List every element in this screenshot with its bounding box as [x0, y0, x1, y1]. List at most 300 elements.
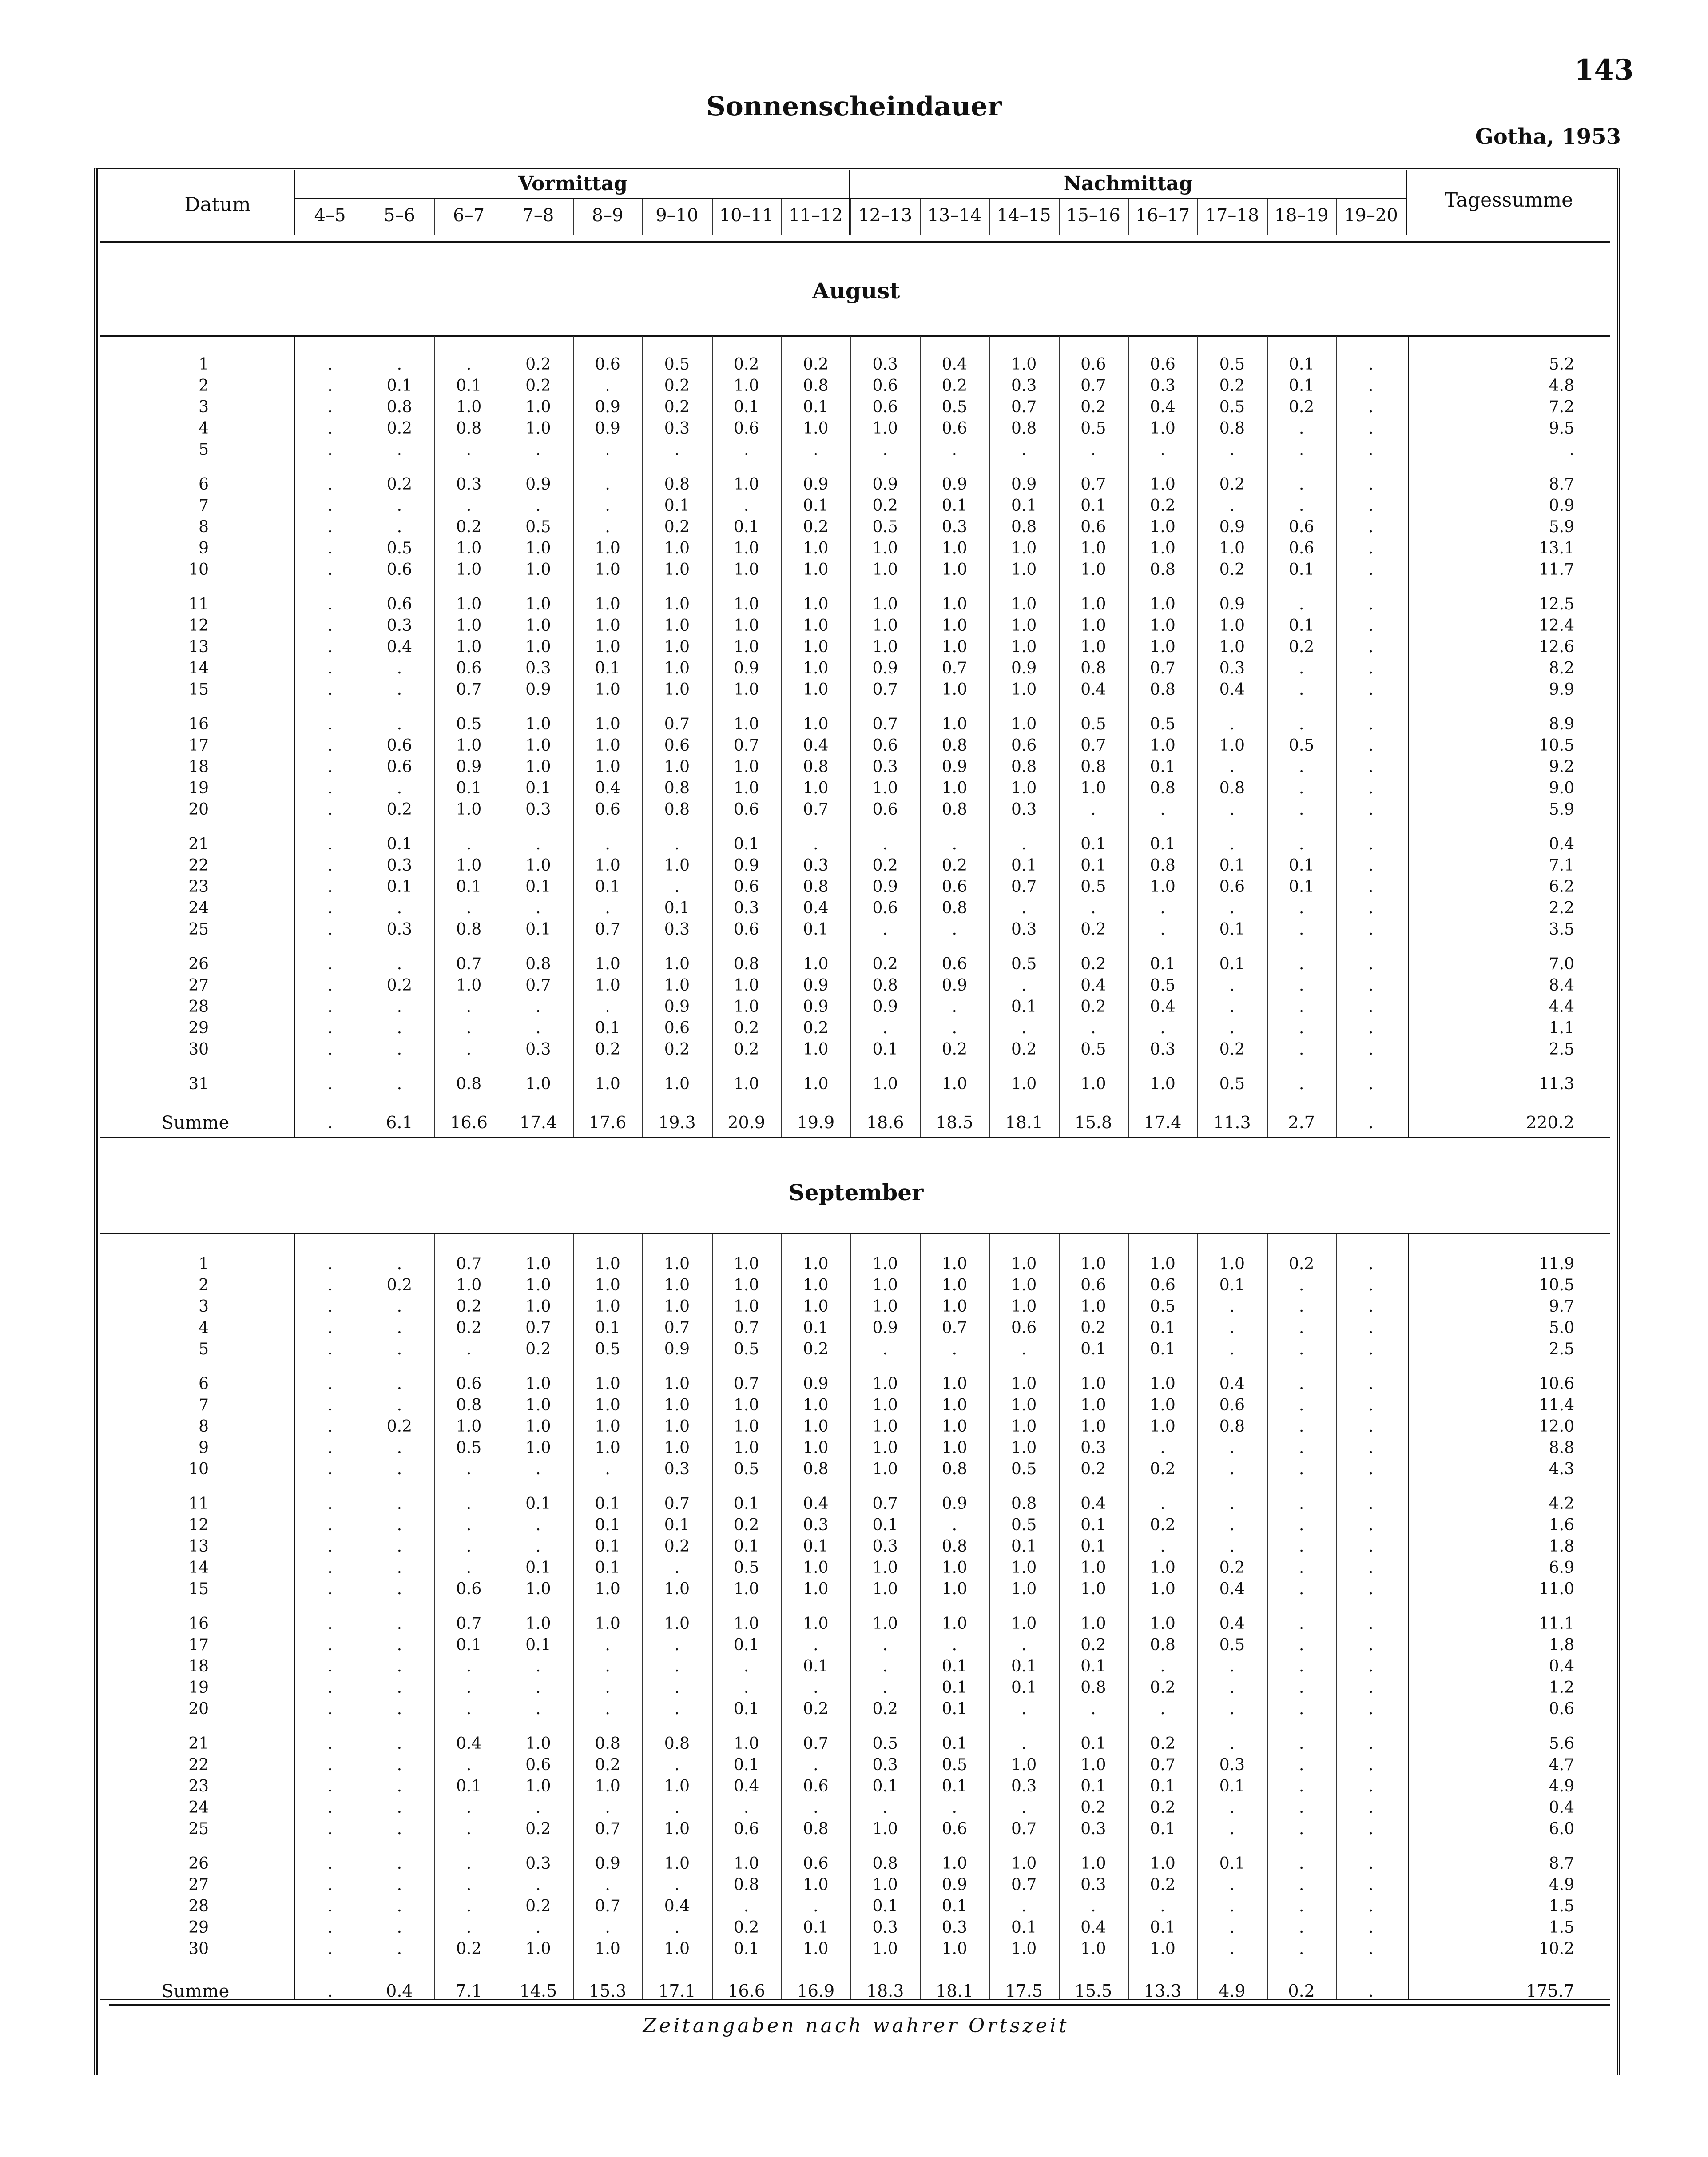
- hour-value: 1.0: [872, 1276, 898, 1294]
- hour-value: .: [1299, 1918, 1304, 1937]
- hour-value: .: [397, 1340, 402, 1358]
- hour-value: 0.1: [1011, 1918, 1037, 1937]
- hour-value: .: [1299, 475, 1304, 493]
- hour-value: 0.1: [1080, 1657, 1106, 1675]
- hour-value: 0.3: [1011, 1777, 1037, 1795]
- hour-value: 1.0: [1011, 1417, 1037, 1436]
- hour-value: .: [1299, 659, 1304, 677]
- hour-value: 0.1: [1150, 758, 1176, 776]
- hour-value: .: [397, 1019, 402, 1037]
- hour-value: .: [1299, 1075, 1304, 1093]
- hour-value: .: [1229, 1735, 1235, 1753]
- hour-value: 1.0: [1080, 1940, 1106, 1958]
- hour-value: 0.1: [456, 878, 482, 896]
- datum-header: Datum: [184, 193, 251, 216]
- hour-value: .: [536, 1799, 541, 1817]
- hour-value: 1.0: [941, 1075, 967, 1093]
- hour-value: .: [1229, 899, 1235, 917]
- hour-value: .: [674, 441, 680, 459]
- hour-value: 1.0: [595, 758, 620, 776]
- daily-total: 7.0: [1549, 955, 1574, 973]
- hour-sum: 18.1: [1005, 1113, 1043, 1132]
- hour-value: 0.7: [595, 1820, 620, 1838]
- hour-value: 1.0: [872, 539, 898, 557]
- hour-header: 17–18: [1205, 205, 1259, 226]
- hour-value: 1.0: [664, 539, 690, 557]
- hour-value: 1.0: [872, 595, 898, 613]
- daily-total: 12.6: [1538, 638, 1574, 656]
- hour-value: .: [1368, 1319, 1374, 1337]
- daily-total: 5.9: [1549, 518, 1574, 536]
- hour-value: 1.0: [525, 1375, 551, 1393]
- hour-value: .: [813, 835, 818, 853]
- daily-total: 2.5: [1549, 1040, 1574, 1059]
- hour-value: 0.1: [1080, 497, 1106, 515]
- hour-value: .: [1299, 1735, 1304, 1753]
- hour-value: 0.7: [1150, 659, 1176, 677]
- hour-value: .: [397, 1855, 402, 1873]
- hour-value: 0.8: [1080, 1679, 1106, 1697]
- hour-value: .: [466, 1559, 472, 1577]
- hour-value: .: [536, 1700, 541, 1718]
- hour-value: 0.7: [1080, 475, 1106, 493]
- block-end-rule: [100, 1999, 1610, 2000]
- hour-value: 0.4: [803, 899, 829, 917]
- hour-value: 0.6: [872, 398, 898, 416]
- hour-value: .: [397, 899, 402, 917]
- hour-value: 1.0: [733, 1580, 759, 1598]
- hour-value: .: [397, 955, 402, 973]
- day-number: 7: [199, 1396, 209, 1414]
- hour-value: 1.0: [525, 736, 551, 755]
- hour-value: .: [1299, 1516, 1304, 1534]
- hour-value: .: [466, 1019, 472, 1037]
- hour-value: 0.5: [872, 518, 898, 536]
- hour-value: 0.1: [595, 1537, 620, 1556]
- hour-value: 1.0: [595, 955, 620, 973]
- hour-sum: 19.9: [797, 1113, 835, 1132]
- daily-total: 0.4: [1549, 1799, 1574, 1817]
- hour-value: .: [1229, 1897, 1235, 1915]
- hour-sum: .: [327, 1981, 333, 2001]
- hour-value: 0.1: [803, 497, 829, 515]
- hour-value: .: [466, 1855, 472, 1873]
- daily-total: 4.9: [1549, 1876, 1574, 1894]
- hour-sum: 14.5: [519, 1981, 557, 2001]
- hour-value: 0.2: [386, 976, 412, 995]
- hour-value: 0.5: [1080, 1040, 1106, 1059]
- hour-value: 0.5: [664, 355, 690, 374]
- hour-value: 0.8: [1219, 419, 1245, 438]
- hour-value: 1.0: [595, 595, 620, 613]
- hour-value: 1.0: [1080, 1255, 1106, 1273]
- hour-value: 1.0: [1080, 595, 1106, 613]
- daily-total: 10.2: [1538, 1940, 1574, 1958]
- hour-value: .: [1229, 715, 1235, 733]
- hour-value: 0.4: [1219, 681, 1245, 699]
- hour-value: 1.0: [872, 1876, 898, 1894]
- hour-value: 0.1: [733, 1495, 759, 1513]
- hour-sum: 17.4: [1144, 1113, 1182, 1132]
- hour-value: 0.9: [664, 1340, 690, 1358]
- hour-value: 1.0: [1150, 1580, 1176, 1598]
- hour-value: 0.1: [1011, 497, 1037, 515]
- hour-value: .: [1299, 920, 1304, 939]
- hour-value: 1.0: [1150, 736, 1176, 755]
- daily-total: 5.9: [1549, 800, 1574, 819]
- hour-value: .: [327, 561, 333, 579]
- hour-value: 0.6: [1288, 518, 1315, 536]
- hour-value: 1.0: [1150, 595, 1176, 613]
- hour-value: 1.0: [1150, 518, 1176, 536]
- hour-value: 0.5: [1219, 355, 1245, 374]
- hour-value: 1.0: [456, 1417, 482, 1436]
- hour-value: 1.0: [1011, 595, 1037, 613]
- hour-value: .: [1368, 1820, 1374, 1838]
- hour-value: .: [327, 920, 333, 939]
- hour-value: .: [327, 1375, 333, 1393]
- hour-value: .: [952, 1019, 957, 1037]
- daily-total: 0.9: [1549, 497, 1574, 515]
- hour-value: 1.0: [941, 539, 967, 557]
- hour-value: 0.2: [1150, 1735, 1176, 1753]
- hour-value: 1.0: [525, 1735, 551, 1753]
- hour-value: 1.0: [872, 1396, 898, 1414]
- hour-value: 0.5: [1288, 736, 1315, 755]
- hour-value: 1.0: [733, 681, 759, 699]
- hour-value: 0.1: [1288, 561, 1315, 579]
- hour-value: 0.8: [664, 1735, 690, 1753]
- hour-sum: 17.5: [1005, 1981, 1043, 2001]
- hour-value: 0.1: [872, 1040, 898, 1059]
- hour-value: 0.2: [803, 1700, 829, 1718]
- hour-value: .: [1229, 976, 1235, 995]
- hour-value: 1.0: [872, 419, 898, 438]
- hour-value: 0.9: [733, 659, 759, 677]
- hour-value: .: [397, 1460, 402, 1478]
- hour-value: 0.5: [1011, 1516, 1037, 1534]
- hour-value: .: [1368, 595, 1374, 613]
- hour-value: .: [1299, 835, 1304, 853]
- hour-value: 1.0: [1080, 539, 1106, 557]
- hour-value: 1.0: [664, 1375, 690, 1393]
- hour-value: 1.0: [733, 1855, 759, 1873]
- hour-value: 0.1: [664, 1516, 690, 1534]
- hour-value: .: [397, 1559, 402, 1577]
- hour-header: 13–14: [927, 205, 982, 226]
- hour-value: .: [882, 441, 888, 459]
- hour-value: 0.2: [664, 1040, 690, 1059]
- hour-value: .: [466, 1876, 472, 1894]
- hour-value: .: [1299, 715, 1304, 733]
- hour-value: 0.3: [872, 1756, 898, 1774]
- hour-value: .: [397, 1657, 402, 1675]
- hour-value: .: [882, 1657, 888, 1675]
- hour-sum: 0.4: [386, 1981, 413, 2001]
- hour-value: 1.0: [1011, 1855, 1037, 1873]
- hour-value: 0.1: [1080, 1516, 1106, 1534]
- hour-value: .: [1229, 835, 1235, 853]
- daily-total: 11.1: [1538, 1615, 1574, 1633]
- hour-value: .: [1229, 1940, 1235, 1958]
- month-title: September: [788, 1179, 924, 1206]
- hour-value: .: [397, 1799, 402, 1817]
- hour-value: 0.9: [1011, 475, 1037, 493]
- hour-value: 0.8: [456, 1075, 482, 1093]
- hour-value: 1.0: [664, 955, 690, 973]
- hour-value: .: [882, 1679, 888, 1697]
- hour-value: 0.6: [733, 1820, 759, 1838]
- hour-value: 0.1: [1080, 1537, 1106, 1556]
- day-number: 4: [199, 419, 209, 438]
- hour-value: 0.2: [872, 1700, 898, 1718]
- hour-value: .: [1299, 1340, 1304, 1358]
- hour-value: 1.0: [872, 638, 898, 656]
- hour-value: 0.2: [733, 1019, 759, 1037]
- hour-value: 1.0: [525, 758, 551, 776]
- hour-value: 0.2: [1080, 398, 1106, 416]
- hour-value: 1.0: [525, 715, 551, 733]
- hour-value: 1.0: [733, 1075, 759, 1093]
- page-title: Sonnenscheindauer: [706, 91, 1002, 122]
- hour-value: 0.7: [872, 681, 898, 699]
- hour-value: 0.3: [872, 758, 898, 776]
- hour-value: 1.0: [456, 976, 482, 995]
- hour-value: 1.0: [664, 595, 690, 613]
- hour-sum: 17.1: [658, 1981, 696, 2001]
- hour-value: 1.0: [595, 1297, 620, 1316]
- hour-value: 0.3: [941, 1918, 967, 1937]
- hour-sum: 18.5: [936, 1113, 973, 1132]
- hour-value: 1.0: [872, 1580, 898, 1598]
- daily-total: 6.0: [1549, 1820, 1574, 1838]
- hour-value: .: [1229, 1799, 1235, 1817]
- hour-value: .: [1229, 1297, 1235, 1316]
- hour-value: 0.2: [803, 518, 829, 536]
- hour-value: 1.0: [803, 1615, 829, 1633]
- hour-value: 0.2: [1080, 1319, 1106, 1337]
- hour-value: .: [327, 1460, 333, 1478]
- hour-value: .: [1229, 1319, 1235, 1337]
- daily-total: 7.1: [1549, 856, 1574, 875]
- hour-value: 0.1: [1011, 856, 1037, 875]
- hour-value: .: [397, 1075, 402, 1093]
- hour-value: 0.5: [456, 715, 482, 733]
- hour-value: 1.0: [525, 617, 551, 635]
- day-number: 15: [188, 1580, 209, 1598]
- hour-value: .: [327, 1615, 333, 1633]
- hour-value: 0.1: [872, 1897, 898, 1915]
- hour-value: 0.2: [803, 1019, 829, 1037]
- hour-value: 1.0: [1080, 1075, 1106, 1093]
- hour-value: 0.3: [941, 518, 967, 536]
- daily-total: 2.5: [1549, 1340, 1574, 1358]
- daily-total: 5.0: [1549, 1319, 1574, 1337]
- daily-total: 4.2: [1549, 1495, 1574, 1513]
- day-number: 25: [188, 920, 209, 939]
- hour-value: .: [1299, 441, 1304, 459]
- day-number: 29: [188, 1918, 209, 1937]
- hour-value: 0.6: [803, 1777, 829, 1795]
- hour-value: 1.0: [1011, 1297, 1037, 1316]
- hour-value: .: [605, 377, 610, 395]
- hour-value: .: [327, 835, 333, 853]
- hour-value: 1.0: [595, 1777, 620, 1795]
- hour-value: 0.5: [1011, 1460, 1037, 1478]
- hour-value: 0.5: [1150, 1297, 1176, 1316]
- hour-value: .: [674, 1657, 680, 1675]
- hour-value: 1.0: [733, 1615, 759, 1633]
- hour-value: .: [674, 1918, 680, 1937]
- hour-value: .: [327, 1855, 333, 1873]
- hour-value: 0.5: [1219, 398, 1245, 416]
- daily-total: 1.2: [1549, 1679, 1574, 1697]
- day-number: 28: [188, 1897, 209, 1915]
- hour-value: 1.0: [1080, 1580, 1106, 1598]
- sum-label: Summe: [161, 1113, 230, 1133]
- hour-value: 0.6: [1219, 878, 1245, 896]
- hour-value: 1.0: [1080, 617, 1106, 635]
- hour-value: .: [327, 497, 333, 515]
- hour-value: .: [1229, 1657, 1235, 1675]
- hour-value: .: [397, 1636, 402, 1654]
- hour-header: 8–9: [592, 205, 624, 226]
- hour-value: 0.2: [941, 377, 967, 395]
- daily-total: 3.5: [1549, 920, 1574, 939]
- hour-value: .: [1368, 1439, 1374, 1457]
- hour-value: 0.8: [456, 1396, 482, 1414]
- hour-value: .: [1299, 1537, 1304, 1556]
- hour-value: 0.5: [1080, 715, 1106, 733]
- hour-value: 0.4: [1150, 398, 1176, 416]
- hour-value: 0.9: [525, 681, 551, 699]
- hour-value: .: [327, 1735, 333, 1753]
- hour-value: .: [1160, 441, 1165, 459]
- hour-value: 0.1: [1219, 1855, 1245, 1873]
- hour-value: 1.0: [1011, 779, 1037, 797]
- hour-value: 0.8: [1080, 659, 1106, 677]
- hour-value: 1.0: [456, 398, 482, 416]
- hour-sum: 19.3: [658, 1113, 696, 1132]
- hour-value: .: [1299, 800, 1304, 819]
- hour-value: 1.0: [941, 681, 967, 699]
- hour-value: .: [1368, 518, 1374, 536]
- hour-divider: [781, 199, 782, 235]
- hour-value: 0.2: [525, 1897, 551, 1915]
- day-number: 4: [199, 1319, 209, 1337]
- hour-value: .: [327, 1276, 333, 1294]
- hour-value: .: [466, 1657, 472, 1675]
- hour-value: .: [813, 1897, 818, 1915]
- hour-value: .: [1299, 955, 1304, 973]
- hour-value: 0.2: [456, 518, 482, 536]
- hour-value: 0.1: [1150, 1777, 1176, 1795]
- hour-value: 1.0: [525, 419, 551, 438]
- daily-total: 1.1: [1549, 1019, 1574, 1037]
- daily-total: 10.5: [1538, 1276, 1574, 1294]
- hour-value: 1.0: [1080, 1396, 1106, 1414]
- hour-value: 1.0: [872, 1439, 898, 1457]
- hour-value: 0.7: [1080, 736, 1106, 755]
- page-number: 143: [1574, 53, 1634, 87]
- hour-value: .: [1229, 758, 1235, 776]
- hour-value: 0.4: [1080, 1495, 1106, 1513]
- hour-value: 1.0: [1150, 1417, 1176, 1436]
- hour-value: .: [1229, 1019, 1235, 1037]
- day-number: 11: [188, 1495, 209, 1513]
- hour-value: 1.0: [664, 1297, 690, 1316]
- hour-value: 1.0: [733, 595, 759, 613]
- hour-value: .: [605, 835, 610, 853]
- hour-value: 0.8: [456, 419, 482, 438]
- hour-divider: [1267, 199, 1268, 235]
- hour-value: .: [327, 659, 333, 677]
- hour-value: 0.7: [803, 1735, 829, 1753]
- hour-value: .: [1229, 1495, 1235, 1513]
- daily-total: 11.3: [1538, 1075, 1574, 1093]
- hour-value: .: [1229, 1516, 1235, 1534]
- hour-value: 0.2: [456, 1319, 482, 1337]
- hour-value: 0.2: [1080, 1460, 1106, 1478]
- hour-value: .: [1368, 475, 1374, 493]
- hour-value: .: [1368, 1897, 1374, 1915]
- hour-value: .: [952, 441, 957, 459]
- hour-value: 0.1: [386, 878, 412, 896]
- day-number: 27: [188, 976, 209, 995]
- hour-value: 1.0: [525, 1396, 551, 1414]
- hour-value: 0.1: [803, 1319, 829, 1337]
- hour-value: 1.0: [664, 976, 690, 995]
- hour-value: 0.2: [1288, 638, 1315, 656]
- hour-value: 1.0: [456, 539, 482, 557]
- hour-value: 1.0: [1219, 638, 1245, 656]
- hour-value: .: [327, 899, 333, 917]
- hour-value: 0.7: [664, 715, 690, 733]
- hour-value: 0.9: [872, 475, 898, 493]
- hour-value: 0.8: [1011, 1495, 1037, 1513]
- hour-value: .: [1299, 595, 1304, 613]
- day-number: 20: [188, 800, 209, 819]
- hour-value: 0.2: [1150, 497, 1176, 515]
- hour-value: 1.0: [803, 1580, 829, 1598]
- hour-value: .: [1368, 441, 1374, 459]
- hour-value: 0.6: [456, 1375, 482, 1393]
- hour-value: 0.1: [733, 1636, 759, 1654]
- hour-value: 0.8: [1150, 856, 1176, 875]
- hour-value: 0.2: [733, 1516, 759, 1534]
- hour-value: 0.6: [733, 878, 759, 896]
- hour-value: 0.1: [386, 835, 412, 853]
- hour-value: .: [1368, 1580, 1374, 1598]
- hour-value: 1.0: [1150, 617, 1176, 635]
- hour-value: .: [674, 1799, 680, 1817]
- hour-value: .: [327, 1799, 333, 1817]
- hour-value: 0.6: [595, 355, 620, 374]
- hour-value: 0.7: [664, 1495, 690, 1513]
- hour-value: 1.0: [595, 561, 620, 579]
- hour-value: .: [536, 835, 541, 853]
- hour-value: .: [1299, 1777, 1304, 1795]
- hour-value: .: [605, 1700, 610, 1718]
- hour-value: 0.6: [456, 1580, 482, 1598]
- hour-header: 10–11: [719, 205, 774, 226]
- hour-value: 0.6: [1219, 1396, 1245, 1414]
- hour-value: 0.2: [872, 497, 898, 515]
- hour-header: 18–19: [1274, 205, 1329, 226]
- hour-value: 0.2: [525, 1820, 551, 1838]
- hour-value: .: [327, 1580, 333, 1598]
- hour-value: .: [397, 998, 402, 1016]
